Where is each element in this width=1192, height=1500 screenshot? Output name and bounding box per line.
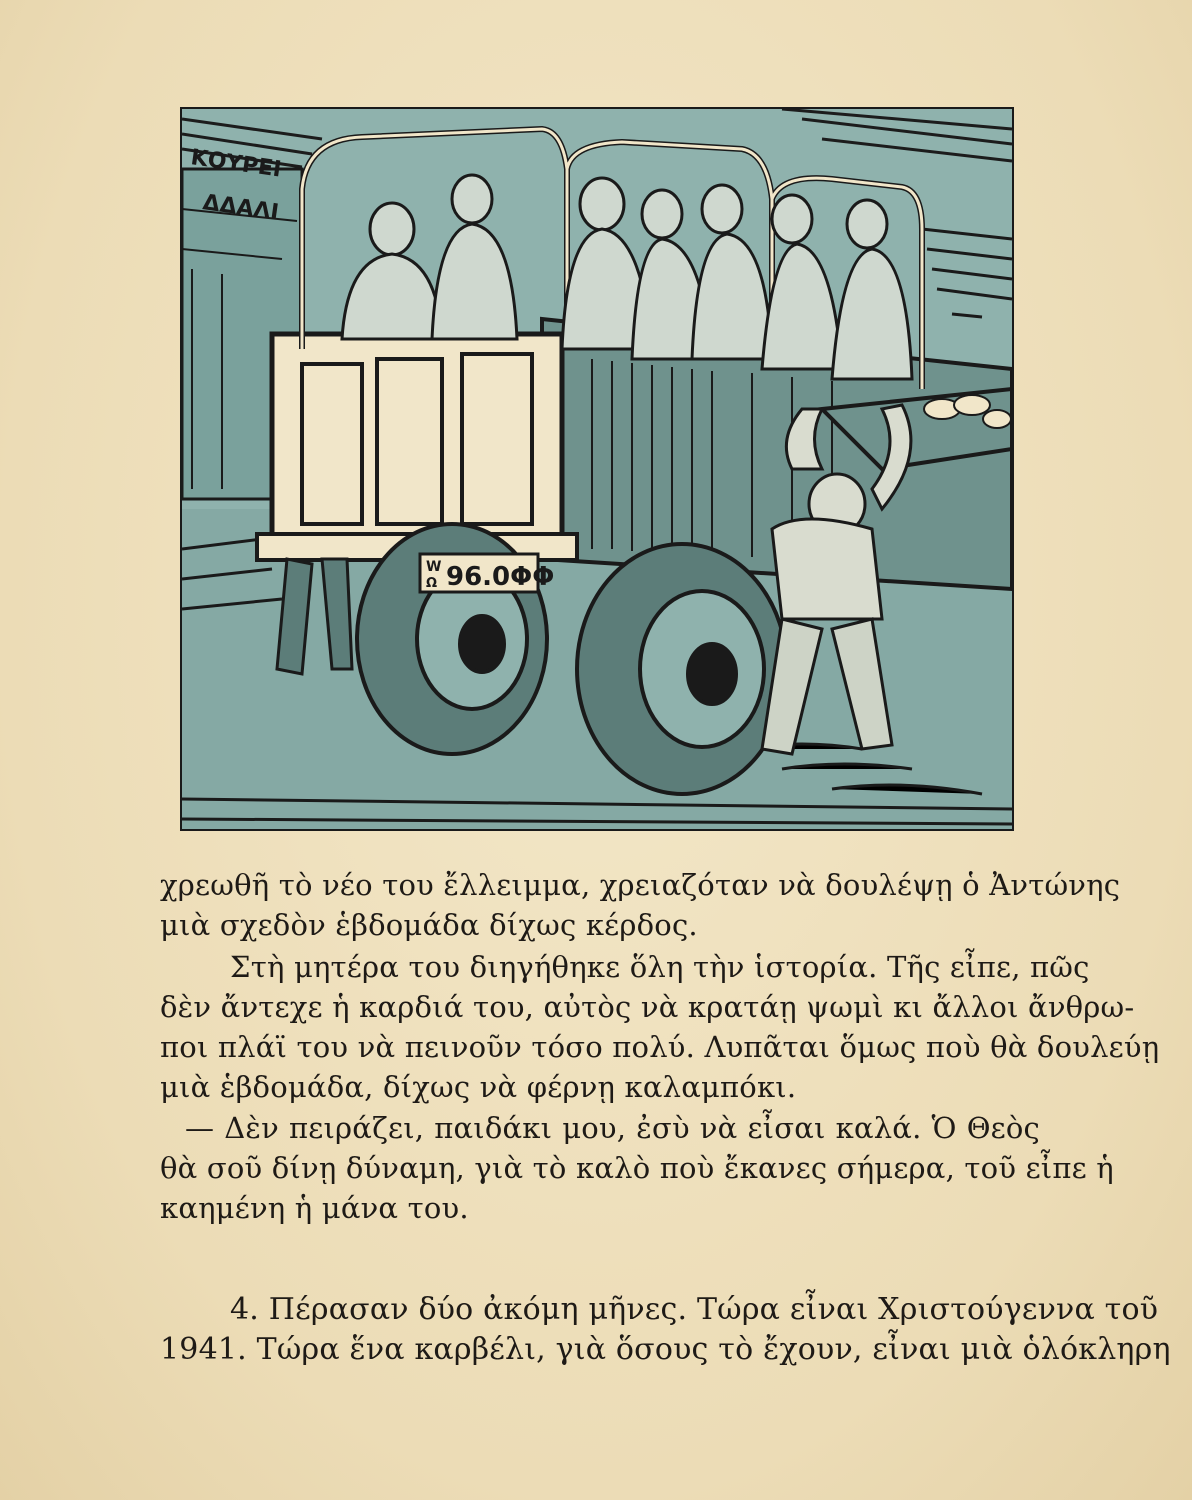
text-line: χρεωθῆ τὸ νέο του ἔλλειμμα, χρειαζόταν νὰ δουλέψῃ ὁ Ἀντώνης — [160, 868, 1121, 902]
plate-prefix: W — [426, 559, 442, 575]
woodcut-illustration — [180, 107, 1014, 831]
text-line: ποι πλάϊ του νὰ πεινοῦν τόσο πολύ. Λυπᾶται ὅμως ποὺ θὰ δουλεύῃ — [160, 1030, 1160, 1064]
text-line: μιὰ σχεδὸν ἑβδομάδα δίχως κέρδος. — [160, 908, 698, 942]
paragraph-4 — [160, 1290, 1171, 1370]
text-line: μιὰ ἑβδομάδα, δίχως νὰ φέρνῃ καλαμπόκι. — [160, 1070, 797, 1104]
text-line: δὲν ἄντεχε ἡ καρδιά του, αὐτὸς νὰ κρατάῃ ψωμὶ κι ἄλλοι ἄνθρω- — [160, 990, 1135, 1024]
paragraph-1 — [160, 865, 1121, 945]
shop-sign-line2: ΔΔΑΛΙ — [201, 190, 281, 226]
text-line: 4. Πέρασαν δύο ἀκόμη μῆνες. Τώρα εἶναι Χριστούγεννα τοῦ — [230, 1292, 1159, 1327]
paragraph-2 — [160, 947, 1160, 1107]
truck-scene-drawing — [182, 109, 1012, 829]
text-line: θὰ σοῦ δίνῃ δύναμη, γιὰ τὸ καλὸ ποὺ ἔκανες σήμερα, τοῦ εἶπε ἡ — [160, 1151, 1114, 1185]
shop-sign-line1: ΚΟΥΡΕΙ — [189, 145, 283, 183]
text-line: 1941. Τώρα ἕνα καρβέλι, γιὰ ὅσους τὸ ἔχουν, εἶναι μιὰ ὁλόκληρη — [160, 1332, 1171, 1367]
text-line: καημένη ἡ μάνα του. — [160, 1191, 469, 1225]
text-line: — Δὲν πειράζει, παιδάκι μου, ἐσὺ νὰ εἶσαι καλά. Ὁ Θεὸς — [185, 1111, 1040, 1145]
text-line: Στὴ μητέρα του διηγήθηκε ὅλη τὴν ἱστορία. Τῆς εἶπε, πῶς — [230, 950, 1090, 984]
plate-sub: Ω — [426, 576, 438, 591]
paragraph-3 — [160, 1108, 1114, 1228]
plate-number: 96.0ΦΦ — [446, 562, 555, 592]
